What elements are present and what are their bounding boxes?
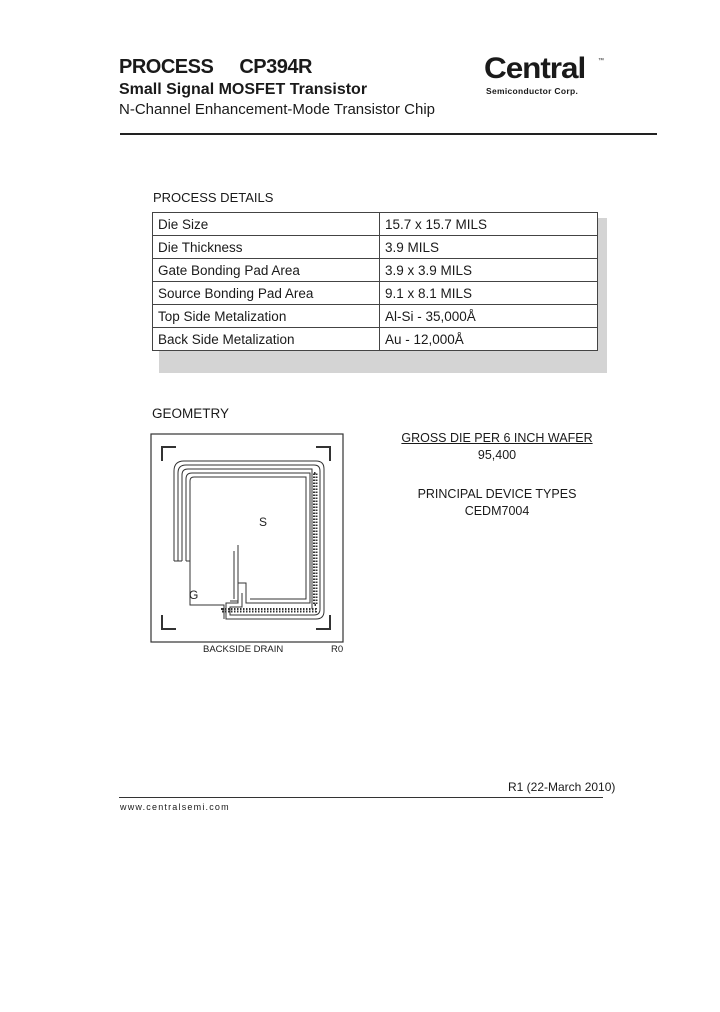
row-value: 3.9 x 3.9 MILS <box>380 259 598 282</box>
row-value: 9.1 x 8.1 MILS <box>380 282 598 305</box>
process-heading <box>119 56 312 79</box>
device-types-heading: PRINCIPAL DEVICE TYPES <box>417 487 577 501</box>
geometry-revision: R0 <box>331 644 344 655</box>
table-row <box>153 259 598 282</box>
source-label: S <box>259 515 268 529</box>
row-value: Al-Si - 35,000Å <box>380 305 598 328</box>
central-logo <box>484 52 606 100</box>
table-row <box>153 305 598 328</box>
row-label: Die Size <box>153 213 380 236</box>
row-label: Back Side Metalization <box>153 328 380 351</box>
gross-die-value: 95,400 <box>477 448 517 462</box>
row-label: Gate Bonding Pad Area <box>153 259 380 282</box>
header-divider <box>120 133 657 135</box>
footer-divider <box>119 797 603 798</box>
table-row <box>153 328 598 351</box>
table-row <box>153 213 598 236</box>
logo-trademark: ™ <box>598 58 604 64</box>
subtitle: Small Signal MOSFET Transistor <box>119 81 368 98</box>
process-details-table <box>152 212 598 351</box>
row-value: Au - 12,000Å <box>380 328 598 351</box>
part-number: CP394R <box>239 56 312 78</box>
backside-drain-label: BACKSIDE DRAIN <box>203 644 284 655</box>
gate-label: G <box>189 588 199 602</box>
chip-geometry-diagram <box>150 433 344 643</box>
row-value: 15.7 x 15.7 MILS <box>380 213 598 236</box>
row-label: Die Thickness <box>153 236 380 259</box>
device-types-value: CEDM7004 <box>464 504 530 518</box>
row-label: Top Side Metalization <box>153 305 380 328</box>
row-value: 3.9 MILS <box>380 236 598 259</box>
website-link[interactable]: www.centralsemi.com <box>120 802 230 812</box>
row-label: Source Bonding Pad Area <box>153 282 380 305</box>
gross-die-heading: GROSS DIE PER 6 INCH WAFER <box>401 431 593 445</box>
logo-name: Central <box>484 52 586 85</box>
process-label: PROCESS <box>119 56 214 78</box>
process-details-title: PROCESS DETAILS <box>153 190 274 205</box>
description: N-Channel Enhancement-Mode Transistor Chip <box>119 101 435 118</box>
geometry-title: GEOMETRY <box>152 406 230 421</box>
document-revision: R1 (22-March 2010) <box>508 780 616 794</box>
logo-company: Semiconductor Corp. <box>486 86 579 96</box>
table-row <box>153 236 598 259</box>
table-row <box>153 282 598 305</box>
